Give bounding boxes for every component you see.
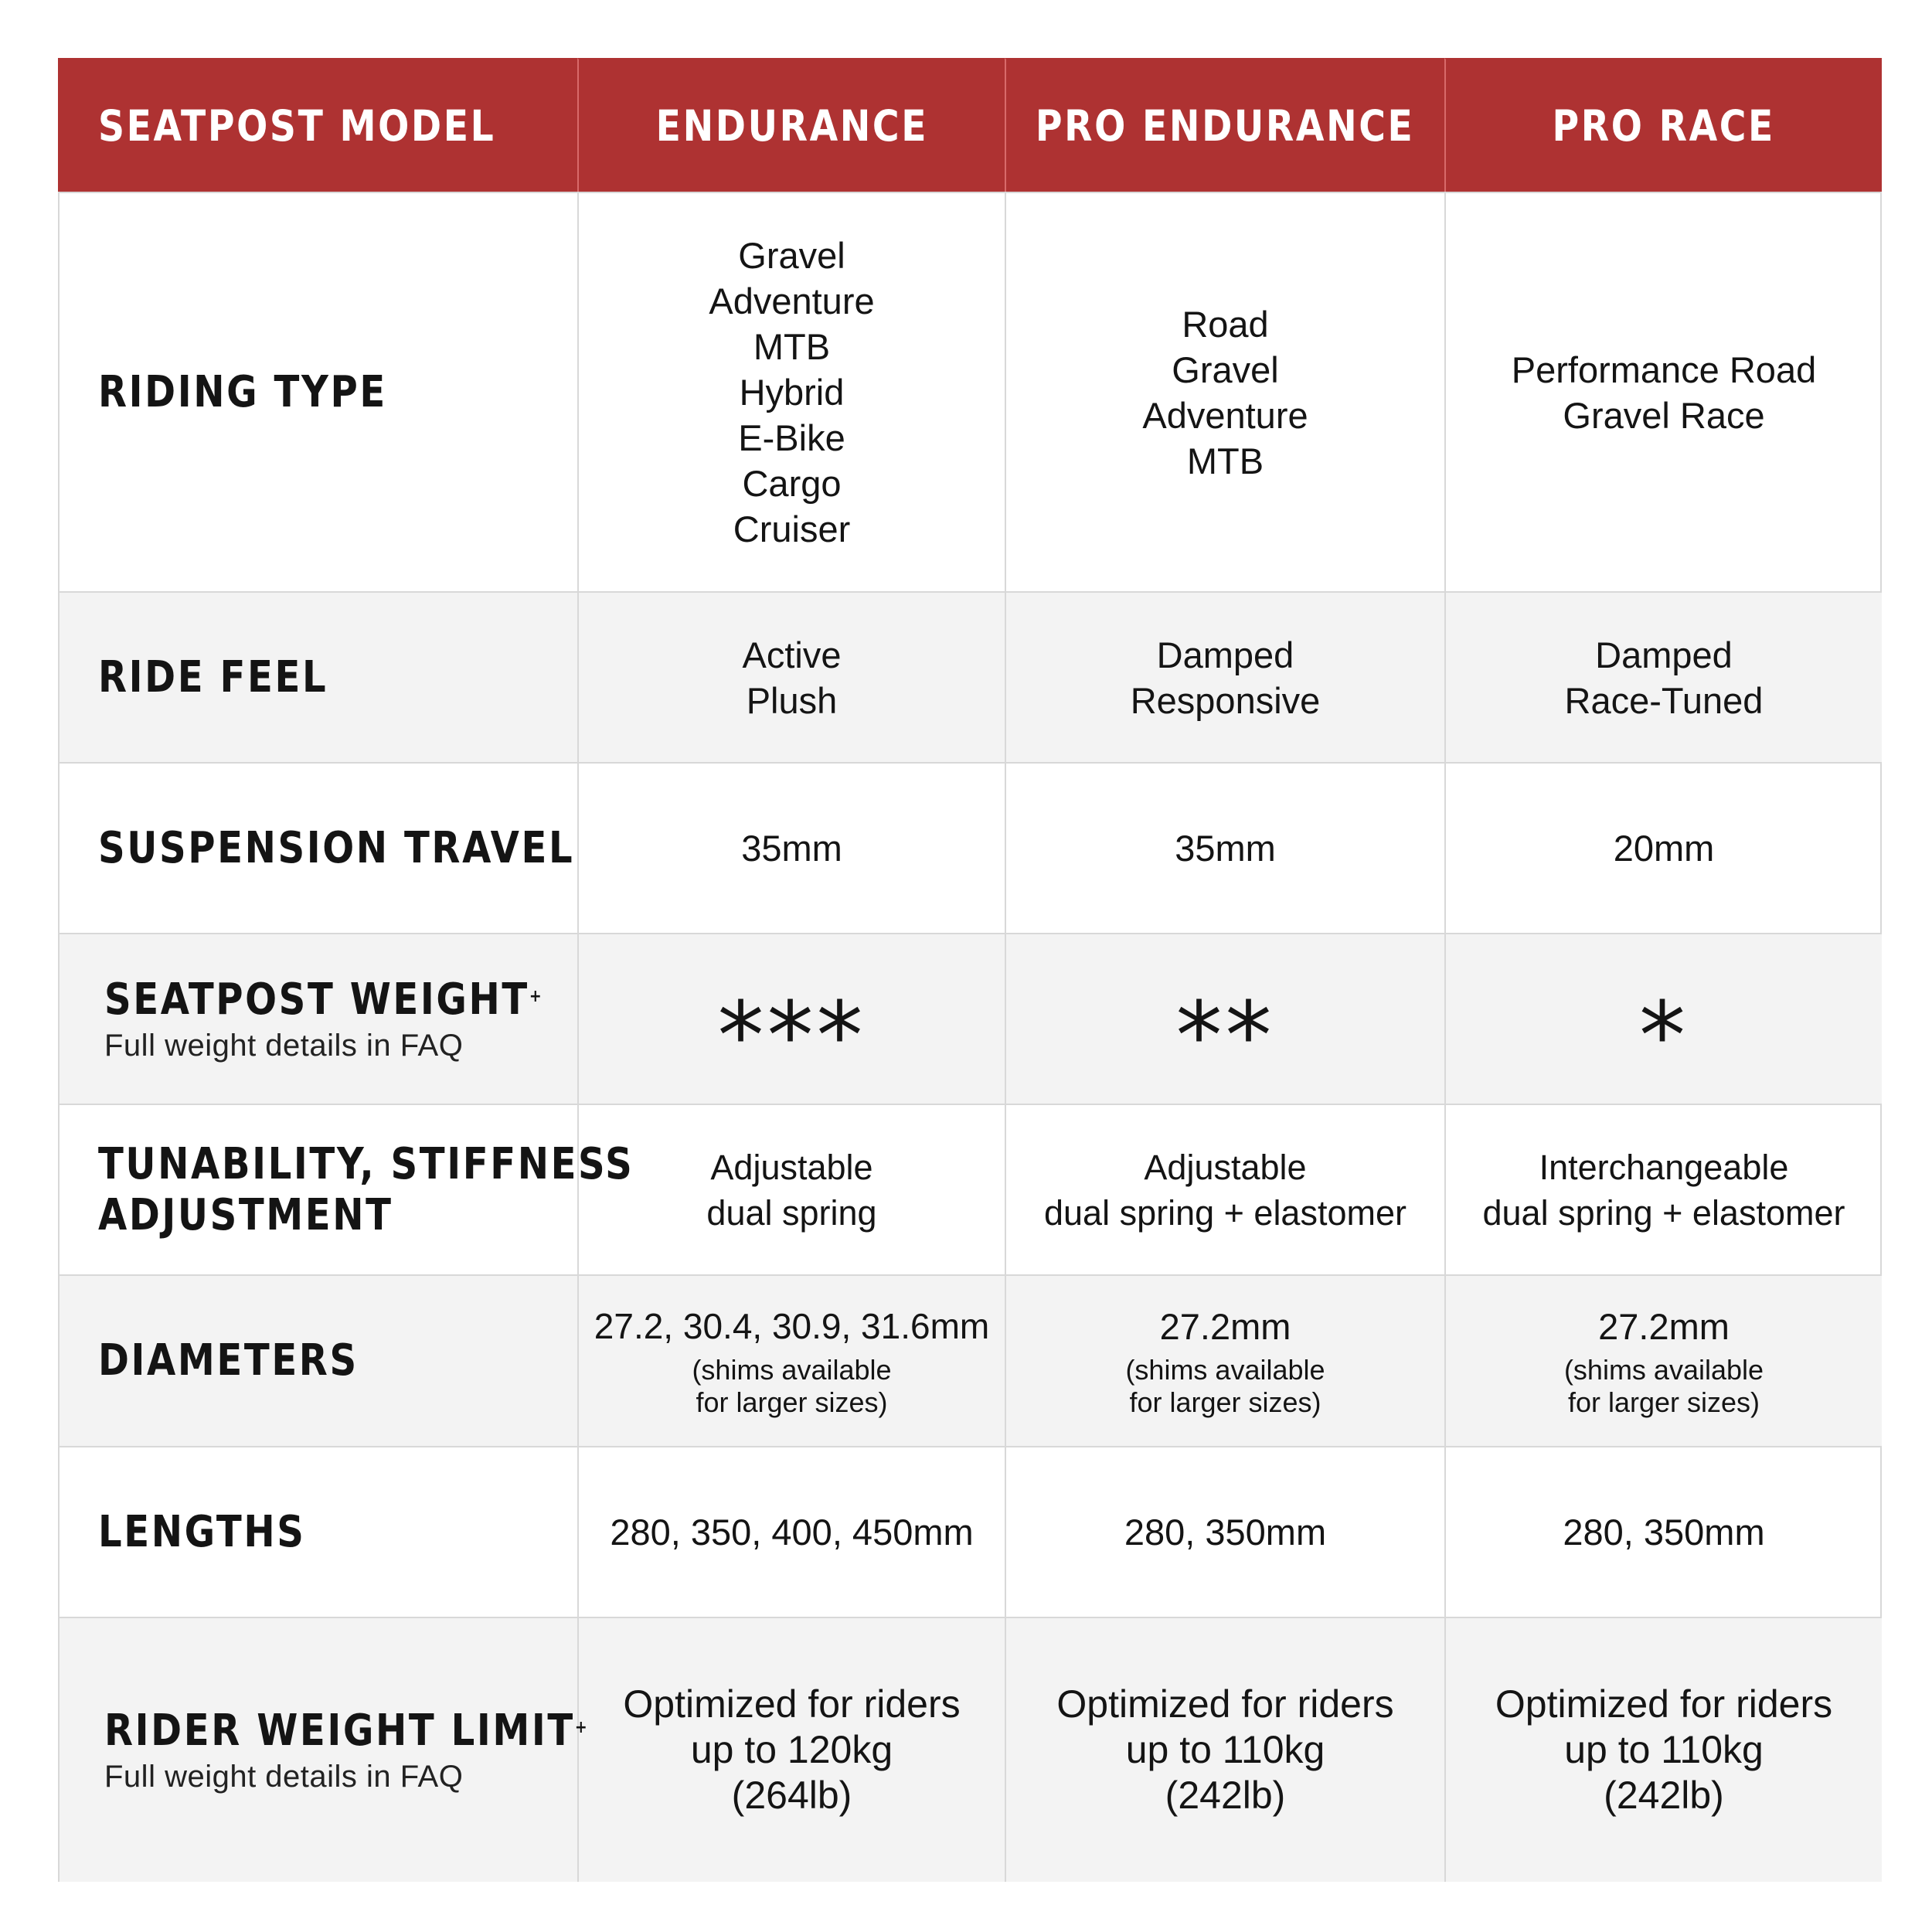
riding-type-pro-endurance bbox=[1005, 192, 1444, 591]
seatpost-weight-pro-endurance bbox=[1005, 933, 1444, 1104]
diameters-value: 27.2mm bbox=[1159, 1305, 1291, 1347]
tunability-item: Adjustable bbox=[1144, 1147, 1307, 1187]
footnote-mark: + bbox=[574, 1718, 587, 1737]
tunability-pro-endurance bbox=[1005, 1104, 1444, 1274]
riding-type-item: MTB bbox=[1186, 440, 1264, 481]
suspension-travel-endurance bbox=[577, 762, 1005, 933]
rider-weight-item: Optimized for riders bbox=[1495, 1682, 1833, 1726]
weight-rating-stars: ** bbox=[1175, 982, 1275, 1090]
suspension-travel-value: 20mm bbox=[1613, 828, 1715, 869]
header-pro-endurance-label: PRO ENDURANCE bbox=[1036, 100, 1415, 151]
lengths-pro-endurance bbox=[1005, 1446, 1444, 1617]
rider-weight-item: Optimized for riders bbox=[1056, 1682, 1394, 1726]
riding-type-item: Hybrid bbox=[739, 372, 845, 413]
diameters-label: DIAMETERS bbox=[98, 1335, 359, 1386]
suspension-travel-pro-endurance bbox=[1005, 762, 1444, 933]
diameters-note: (shims available bbox=[1563, 1353, 1764, 1386]
diameters-pro-race bbox=[1444, 1274, 1882, 1446]
riding-type-item: Adventure bbox=[709, 281, 875, 321]
riding-type-item: E-Bike bbox=[738, 417, 845, 458]
riding-type-item: Cargo bbox=[742, 463, 842, 504]
ride-feel-pro-endurance bbox=[1005, 591, 1444, 762]
row-label-ride-feel bbox=[58, 591, 577, 762]
riding-type-item: Gravel bbox=[1172, 349, 1279, 390]
diameters-note: for larger sizes) bbox=[1567, 1386, 1760, 1418]
header-cell-pro-race bbox=[1444, 58, 1882, 192]
header-cell-endurance bbox=[577, 58, 1005, 192]
diameters-pro-endurance bbox=[1005, 1274, 1444, 1446]
ride-feel-item: Active bbox=[742, 634, 842, 675]
tunability-item: Adjustable bbox=[710, 1147, 873, 1187]
riding-type-item: MTB bbox=[753, 326, 831, 367]
weight-rating-stars: * bbox=[1639, 982, 1689, 1090]
row-label-rider-weight bbox=[58, 1617, 587, 1882]
comparison-table bbox=[58, 58, 1882, 1882]
header-cell-model bbox=[58, 58, 577, 192]
tunability-item: dual spring + elastomer bbox=[1482, 1192, 1845, 1233]
diameters-note: (shims available bbox=[692, 1353, 892, 1386]
ride-feel-item: Plush bbox=[746, 679, 838, 721]
ride-feel-pro-race bbox=[1444, 591, 1882, 762]
diameters-note: for larger sizes) bbox=[696, 1386, 888, 1418]
tunability-endurance bbox=[577, 1104, 1005, 1274]
riding-type-item: Gravel bbox=[738, 235, 845, 276]
diameters-note: (shims available bbox=[1125, 1353, 1325, 1386]
riding-type-endurance bbox=[577, 192, 1005, 591]
seatpost-weight-label: SEATPOST WEIGHT+ bbox=[104, 975, 542, 1025]
diameters-value: 27.2mm bbox=[1598, 1305, 1730, 1347]
rider-weight-pro-endurance bbox=[1005, 1617, 1444, 1882]
row-label-seatpost-weight bbox=[58, 933, 577, 1104]
rider-weight-endurance bbox=[574, 1617, 1005, 1882]
ride-feel-endurance bbox=[577, 591, 1005, 762]
rider-weight-item: Optimized for riders bbox=[623, 1682, 961, 1726]
rider-weight-item: up to 110kg bbox=[1564, 1728, 1764, 1771]
rider-weight-item: up to 110kg bbox=[1125, 1728, 1325, 1771]
rider-weight-item: (242lb) bbox=[1165, 1774, 1286, 1817]
rider-weight-pro-race bbox=[1444, 1617, 1882, 1882]
tunability-label-line2: ADJUSTMENT bbox=[98, 1189, 393, 1240]
tunability-pro-race bbox=[1444, 1104, 1882, 1274]
tunability-label-line1: TUNABILITY, STIFFNESS bbox=[98, 1138, 634, 1189]
suspension-travel-value: 35mm bbox=[1175, 828, 1276, 869]
seatpost-weight-endurance bbox=[577, 933, 1005, 1104]
rider-weight-item: up to 120kg bbox=[690, 1728, 893, 1771]
tunability-item: dual spring bbox=[706, 1192, 877, 1233]
suspension-travel-label: SUSPENSION TRAVEL bbox=[98, 822, 575, 873]
seatpost-weight-note: Full weight details in FAQ bbox=[104, 1029, 464, 1063]
tunability-item: dual spring + elastomer bbox=[1043, 1192, 1406, 1233]
diameters-note: for larger sizes) bbox=[1129, 1386, 1321, 1418]
weight-rating-stars: *** bbox=[717, 982, 866, 1090]
row-label-tunability bbox=[58, 1104, 634, 1274]
header-model-label: SEATPOST MODEL bbox=[98, 100, 496, 151]
rider-weight-item: (264lb) bbox=[731, 1774, 852, 1817]
header-pro-race-label: PRO RACE bbox=[1552, 100, 1776, 151]
riding-type-item: Road bbox=[1182, 303, 1269, 345]
seatpost-weight-pro-race bbox=[1444, 933, 1882, 1104]
suspension-travel-pro-race bbox=[1444, 762, 1882, 933]
row-label-lengths bbox=[58, 1446, 577, 1617]
header-cell-pro-endurance bbox=[1005, 58, 1444, 192]
ride-feel-item: Damped bbox=[1156, 634, 1294, 675]
tunability-item: Interchangeable bbox=[1539, 1147, 1789, 1187]
footnote-mark: + bbox=[529, 987, 542, 1006]
rider-weight-item: (242lb) bbox=[1604, 1774, 1724, 1817]
lengths-value: 280, 350, 400, 450mm bbox=[610, 1512, 974, 1553]
lengths-value: 280, 350mm bbox=[1124, 1512, 1327, 1553]
suspension-travel-value: 35mm bbox=[741, 828, 842, 869]
riding-type-label: RIDING TYPE bbox=[98, 366, 387, 417]
ride-feel-item: Damped bbox=[1595, 634, 1733, 675]
row-label-suspension-travel bbox=[58, 762, 577, 933]
riding-type-pro-race bbox=[1444, 192, 1882, 591]
row-label-riding-type bbox=[58, 192, 577, 591]
riding-type-item: Cruiser bbox=[733, 509, 851, 549]
ride-feel-item: Responsive bbox=[1130, 679, 1321, 721]
ride-feel-item: Race-Tuned bbox=[1564, 679, 1764, 721]
lengths-pro-race bbox=[1444, 1446, 1882, 1617]
lengths-label: LENGTHS bbox=[98, 1506, 306, 1557]
diameters-endurance bbox=[577, 1274, 1005, 1446]
rider-weight-note: Full weight details in FAQ bbox=[104, 1760, 464, 1794]
ride-feel-label: RIDE FEEL bbox=[98, 651, 328, 702]
riding-type-item: Performance Road bbox=[1511, 349, 1817, 390]
diameters-value: 27.2, 30.4, 30.9, 31.6mm bbox=[594, 1305, 990, 1346]
lengths-value: 280, 350mm bbox=[1563, 1512, 1765, 1553]
row-label-diameters bbox=[58, 1274, 577, 1446]
rider-weight-label: RIDER WEIGHT LIMIT+ bbox=[104, 1706, 587, 1756]
lengths-endurance bbox=[577, 1446, 1005, 1617]
riding-type-item: Gravel Race bbox=[1563, 394, 1765, 436]
header-endurance-label: ENDURANCE bbox=[655, 100, 928, 151]
riding-type-item: Adventure bbox=[1142, 394, 1308, 436]
